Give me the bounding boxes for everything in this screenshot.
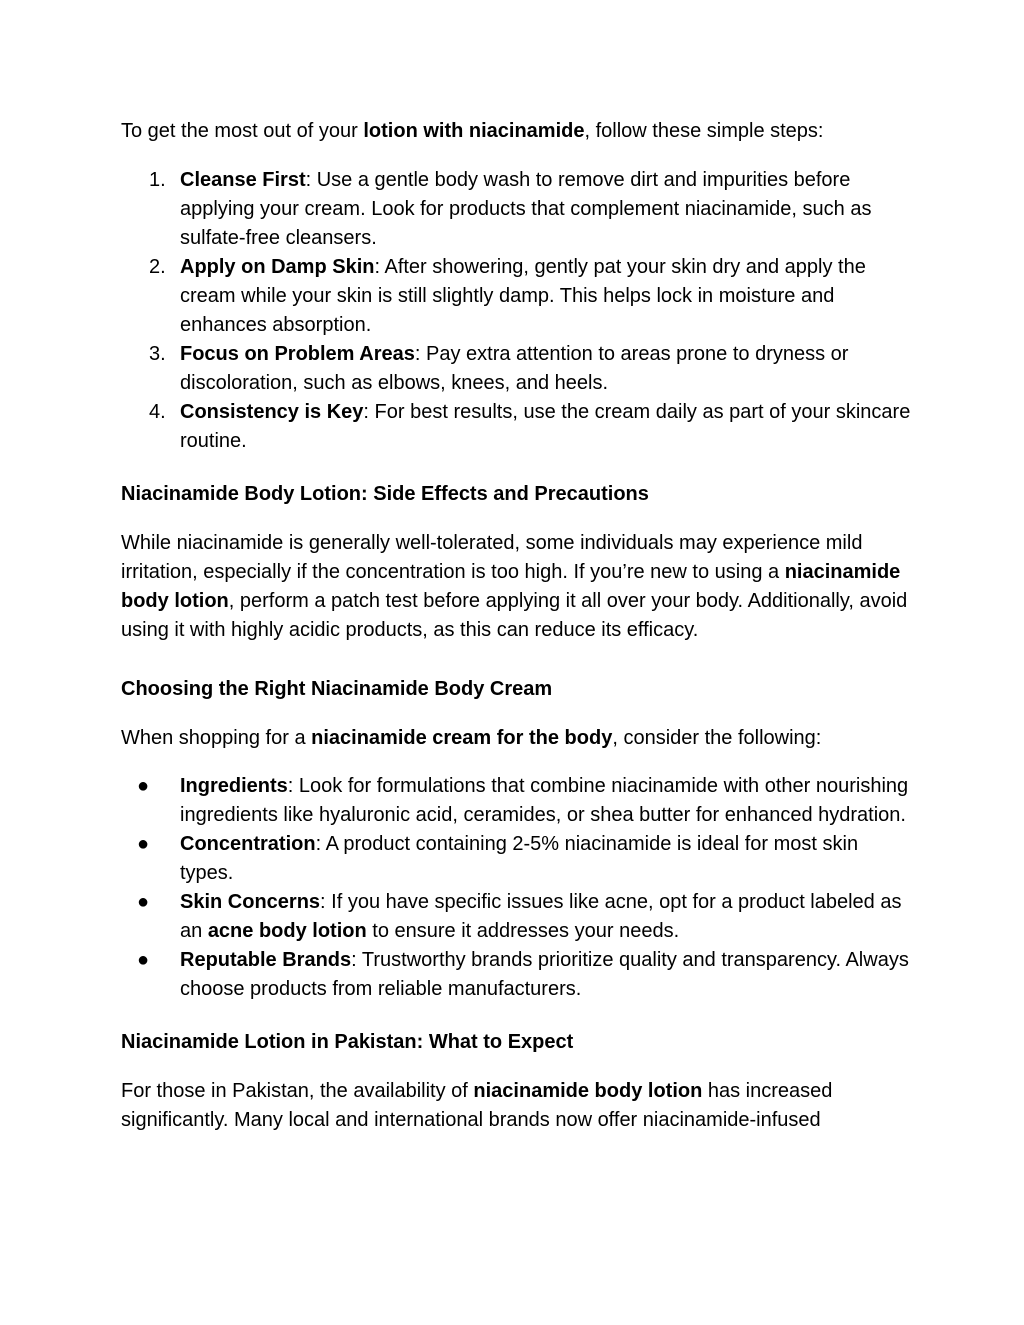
list-item: 1. Cleanse First: Use a gentle body wash to remove dirt and impurities before applying your cream. Look for products that complement niacinamide, such as sulfate-free cleansers. [121,166,911,253]
pakistan-paragraph: For those in Pakistan, the availability of niacinamide body lotion has increased significantly. Many local and international brands now offer niacinamide-infused [121,1080,833,1131]
list-number: 3. [149,343,166,365]
bullet-icon: ● [137,775,150,797]
side-effects-paragraph: While niacinamide is generally well-tolerated, some individuals may experience mild irritation, especially if the concentration is too high. If you’re new to using a niacinamide body lotion, perform a patch test before applying it all over your body. Additionally, avoid using it with highly acidic products, as this can reduce its efficacy. [121,532,908,641]
bullet-icon: ● [137,833,150,855]
list-item: ● Concentration: A product containing 2-5% niacinamide is ideal for most skin types. [121,830,911,888]
considerations-list [121,772,911,1004]
list-number: 4. [149,401,166,423]
document-page [121,117,911,1155]
choosing-heading: Choosing the Right Niacinamide Body Cream [121,678,553,700]
steps-list [121,166,911,456]
list-item: 3. Focus on Problem Areas: Pay extra attention to areas prone to dryness or discoloration, such as elbows, knees, and heels. [121,340,911,398]
list-item: 2. Apply on Damp Skin: After showering, gently pat your skin dry and apply the cream while your skin is still slightly damp. This helps lock in moisture and enhances absorption. [121,253,911,340]
list-item: ● Skin Concerns: If you have specific issues like acne, opt for a product labeled as an acne body lotion to ensure it addresses your needs. [121,888,911,946]
side-effects-heading: Niacinamide Body Lotion: Side Effects and Precautions [121,483,649,505]
pakistan-heading: Niacinamide Lotion in Pakistan: What to Expect [121,1031,574,1053]
bullet-icon: ● [137,891,150,913]
list-number: 2. [149,256,166,278]
list-item: ● Reputable Brands: Trustworthy brands prioritize quality and transparency. Always choose products from reliable manufacturers. [121,946,911,1004]
list-number: 1. [149,169,166,191]
list-item: 4. Consistency is Key: For best results, use the cream daily as part of your skincare routine. [121,398,911,456]
choosing-paragraph: When shopping for a niacinamide cream for the body, consider the following: [121,727,822,749]
list-item: ● Ingredients: Look for formulations that combine niacinamide with other nourishing ingredients like hyaluronic acid, ceramides, or shea butter for enhanced hydration. [121,772,911,830]
bullet-icon: ● [137,949,150,971]
intro-paragraph: To get the most out of your lotion with niacinamide, follow these simple steps: [121,120,824,142]
